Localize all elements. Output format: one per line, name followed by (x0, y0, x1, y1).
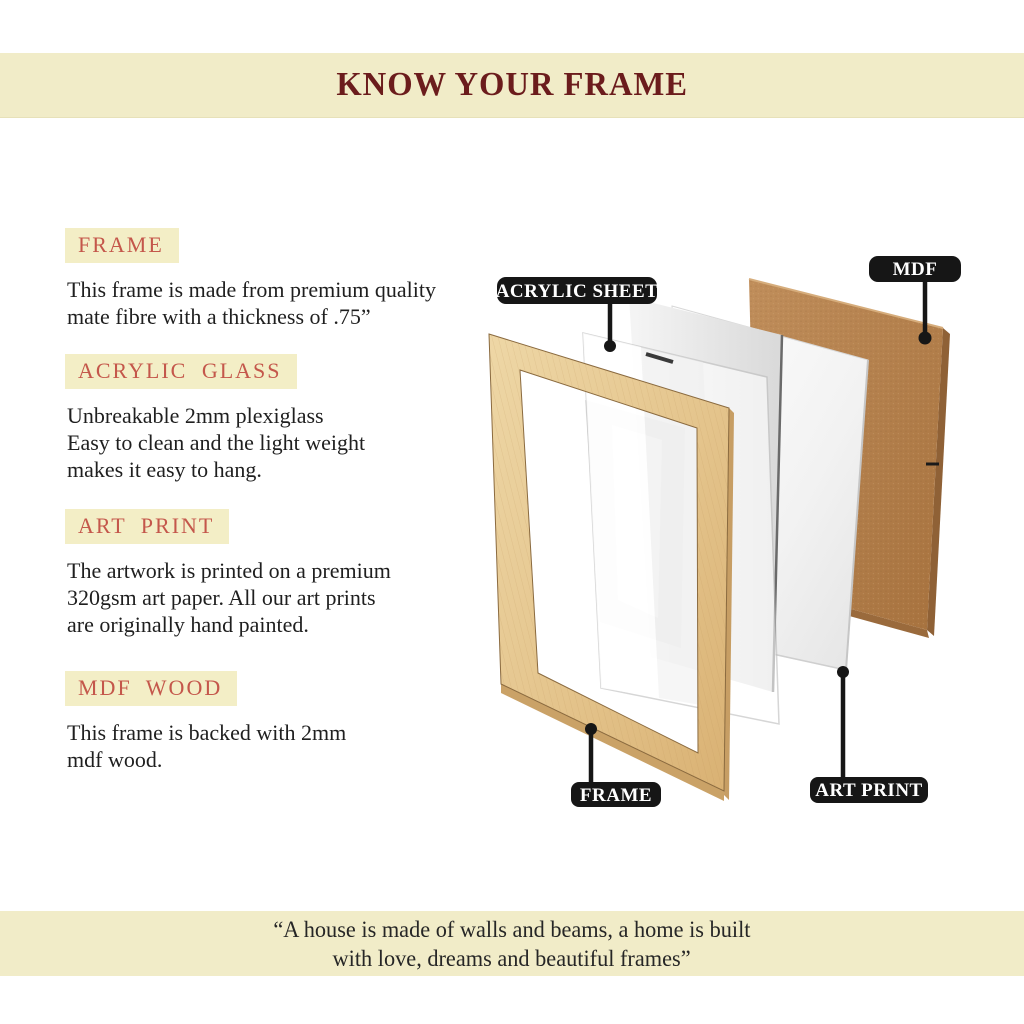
spec-text-line: mdf wood. (67, 747, 163, 772)
spec-label-mdf-wood: MDF WOOD (65, 671, 237, 706)
spec-label-acrylic-glass: ACRYLIC GLASS (65, 354, 297, 389)
callout-label-mdf: MDF (892, 259, 938, 280)
callout-label-acrylic-sheet: ACRYLIC SHEET (495, 281, 659, 302)
spec-text-line: The artwork is printed on a premium (67, 558, 391, 583)
page-title: KNOW YOUR FRAME (336, 66, 688, 103)
spec-text-line: This frame is backed with 2mm (67, 720, 347, 745)
callout-art-print (810, 666, 928, 803)
spec-text-line: 320gsm art paper. All our art prints (67, 585, 376, 610)
quote-line-1: “A house is made of walls and beams, a home is built (273, 916, 751, 942)
callout-dot (919, 332, 932, 345)
spec-text-line: are originally hand painted. (67, 612, 309, 637)
spec-text-line: This frame is made from premium quality (67, 277, 437, 302)
spec-text-line: makes it easy to hang. (67, 457, 262, 482)
callout-label-art-print: ART PRINT (815, 780, 923, 801)
spec-label-frame: FRAME (65, 228, 179, 263)
callout-label-frame: FRAME (579, 785, 653, 806)
quote-line-2: with love, dreams and beautiful frames” (332, 945, 692, 971)
callout-dot (604, 340, 616, 352)
spec-text-line: Unbreakable 2mm plexiglass (67, 403, 324, 428)
spec-text-line: Easy to clean and the light weight (67, 430, 366, 455)
spec-label-art-print: ART PRINT (65, 509, 229, 544)
spec-text-line: mate fibre with a thickness of .75” (67, 304, 371, 329)
footer-bar (0, 911, 1024, 976)
